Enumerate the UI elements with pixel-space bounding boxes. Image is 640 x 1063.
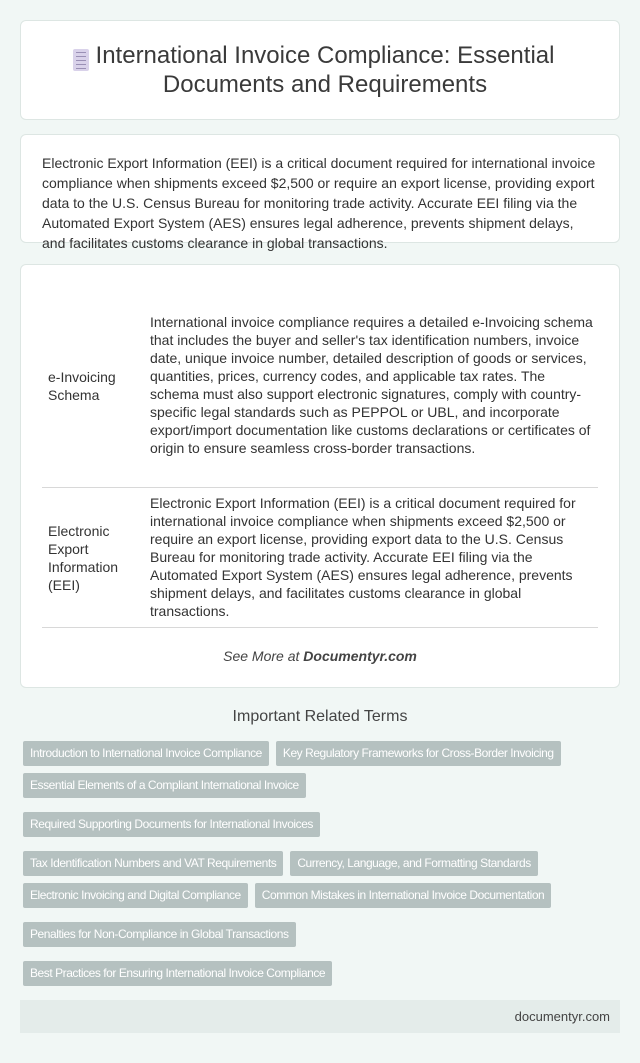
related-tag[interactable]: Common Mistakes in International Invoice Documentation [255,883,552,908]
see-more-prefix: See More at [223,648,304,664]
definitions-table [20,264,620,688]
see-more [42,648,598,664]
table-row [42,285,598,488]
related-tag[interactable]: Penalties for Non-Compliance in Global Transactions [23,922,296,947]
related-tag[interactable]: Essential Elements of a Compliant International Invoice [23,773,306,798]
related-tag[interactable]: Best Practices for Ensuring International Invoice Compliance [23,961,332,986]
footer [20,1000,620,1033]
definition-cell: International invoice compliance requires a detailed e-Invoicing schema that includes the buyer and seller's tax identification numbers, invoice date, unique invoice number, detailed description of goods or services, quantities, prices, currency codes, and applicable tax rates. The schema must also support electronic signatures, comply with country-specific legal standards such as PEPPOL or UBL, and incorporate export/import documentation like customs declarations or certificates of origin to ensure seamless cross-border transactions. [150,314,593,456]
related-tag[interactable]: Electronic Invoicing and Digital Compliance [23,883,248,908]
related-section [0,708,640,1063]
definition-cell: Electronic Export Information (EEI) is a critical document required for international invoice compliance when shipments exceed $2,500 or require an export license, providing export data to the U.S. Census Bureau for monitoring trade activity. Accurate EEI filing via the Automated Export System (AES) ensures legal adherence, prevents shipment delays, and facilitates customs clearance in global transactions. [150,494,576,619]
related-terms-title: Important Related Terms [232,708,408,725]
related-tag[interactable]: Currency, Language, and Formatting Standards [290,851,537,876]
related-tag[interactable]: Tax Identification Numbers and VAT Requirements [23,851,283,876]
term-cell: e-Invoicing Schema [48,369,116,403]
see-more-link[interactable]: Documentyr.com [303,648,417,664]
page-title: International Invoice Compliance: Essential Documents and Requirements [95,42,555,98]
related-tag[interactable]: Required Supporting Documents for International Invoices [23,812,320,837]
document-receipt-icon [73,49,89,71]
table-row [42,488,598,628]
description-text: Electronic Export Information (EEI) is a critical document required for international invoice compliance when shipments exceed $2,500 or require an export license, providing export data to the U.S. Census Bureau for monitoring trade activity. Accurate EEI filing via the Automated Export System (AES) ensures legal adherence, prevents shipment delays, and facilitates customs clearance in global transactions. [42,155,596,251]
description-card [20,134,620,251]
term-cell: Electronic Export Information (EEI) [48,522,119,593]
related-tags [23,741,623,986]
footer-site[interactable]: documentyr.com [514,1009,610,1024]
related-tag[interactable]: Key Regulatory Frameworks for Cross-Border Invoicing [276,741,561,766]
header-card [20,20,620,120]
related-tag[interactable]: Introduction to International Invoice Compliance [23,741,269,766]
